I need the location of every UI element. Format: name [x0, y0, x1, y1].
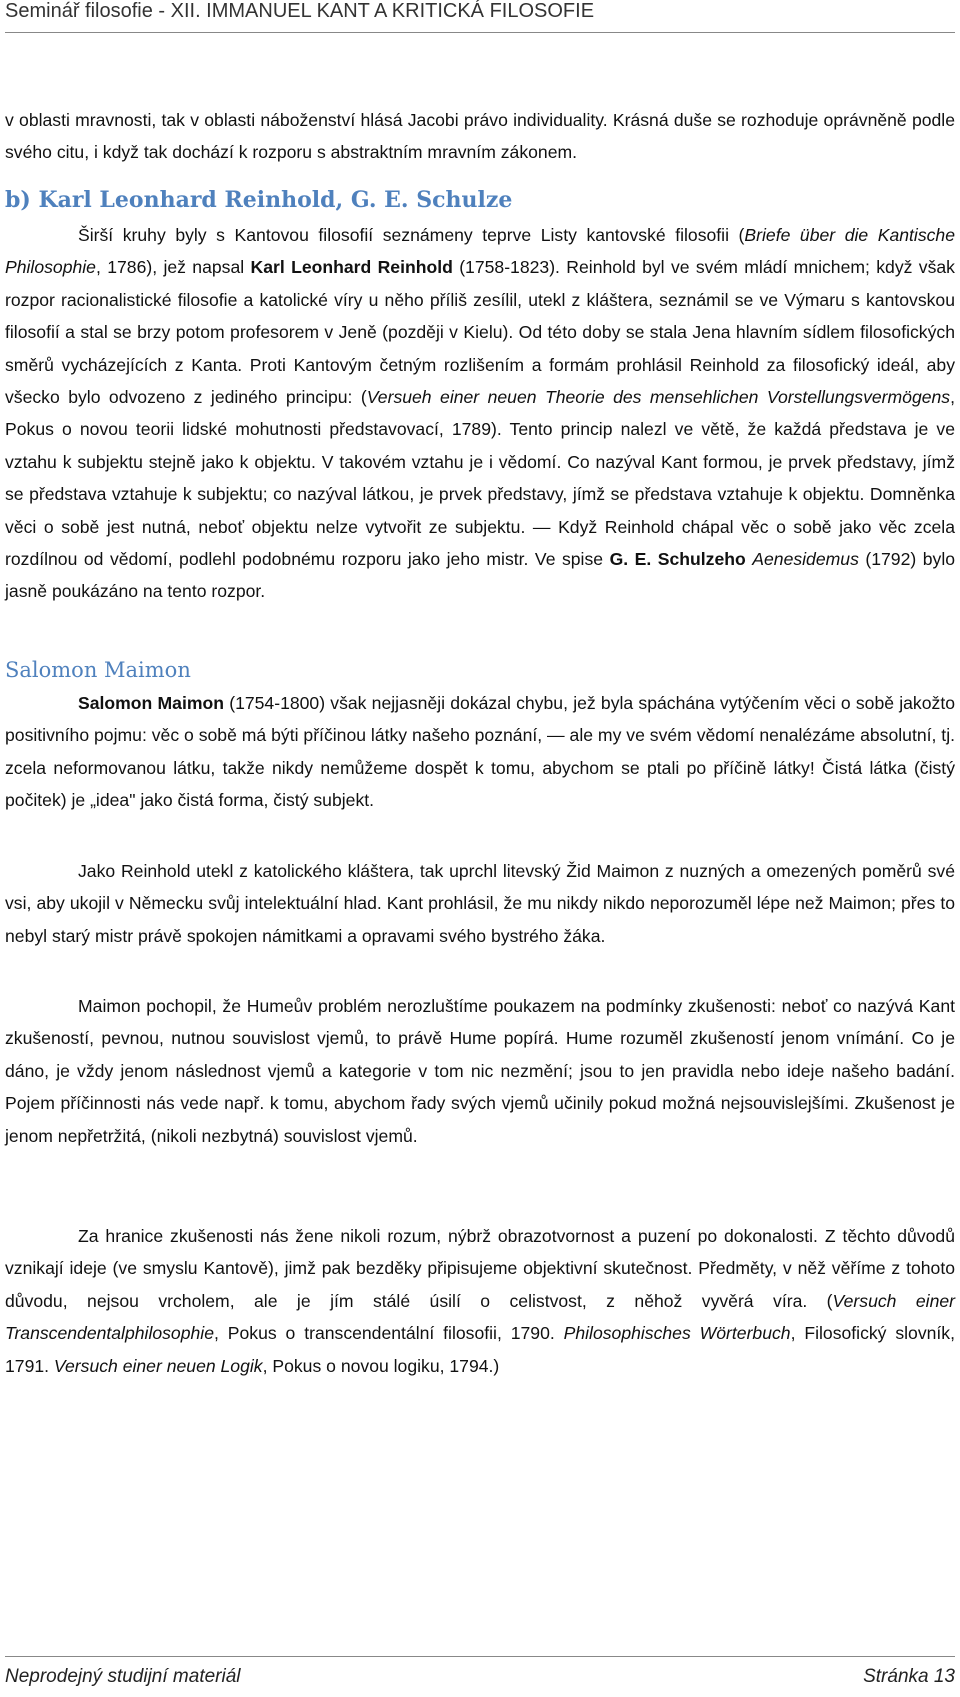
intro-paragraph	[5, 104, 955, 169]
header-divider	[5, 32, 955, 33]
reinhold-section	[5, 219, 955, 608]
maimon-paragraph-2: Jako Reinhold utekl z katolického kláštera, tak uprchl litevský Žid Maimon z nuzných a omezených poměrů své vsi, aby ukojil v Německu svůj intelektuální hlad. Kant prohlásil, že mu nikdy nikdo neporozuměl lépe než Maimon; přes to nebyl starý mistr právě spokojen námitkami a opravami svého bystrého žáka.	[5, 861, 955, 946]
section-heading-reinhold: b) Karl Leonhard Reinhold, G. E. Schulze	[5, 187, 513, 213]
section-heading-maimon: Salomon Maimon	[5, 658, 191, 682]
footer-divider	[5, 1656, 955, 1657]
footer-note: Neprodejný studijní materiál	[5, 1666, 241, 1687]
reinhold-paragraph: Širší kruhy byly s Kantovou filosofií seznámeny teprve Listy kantovské filosofii (Briefe über die Kantische Philosophie, 1786), jež napsal Karl Leonhard Reinhold (1758-1823). Reinhold byl ve svém mládí mnichem; když však rozpor racionalistické filosofie a katolické víry u něho příliš zesílil, utekl z kláštera, seznámil se ve Výmaru s kantovskou filosofií a stal se brzy potom profesorem v Jeně (později v Kielu). Od této doby se stala Jena hlavním sídlem filosofických směrů vycházejících z Kanta. Proti Kantovým četným rozlišením a formám prohlásil Reinhold za filosofický ideál, aby všecko bylo odvozeno z jediného principu: (Versueh einer neuen Theorie des mensehlichen Vorstellungsvermögens, Pokus o novou teorii lidské mohutnosti představovací, 1789). Tento princip nalezl ve větě, že každá představa je ve vztahu k subjektu stejně jako k objektu. V takovém vztahu je i vědomí. Co nazýval Kant formou, je prvek představy, jímž se představa vztahuje k subjektu; co nazýval látkou, je prvek představy, jímž se představa vztahuje k objektu. Domněnka věci o sobě jest nutná, neboť objektu nelze vytvořit ze subjektu. — Když Reinhold chápal věc o sobě jako věc zcela rozdílnou od vědomí, podlehl podobnému rozporu jako jeho mistr. Ve spise G. E. Schulzeho Aenesidemus (1792) bylo jasně poukázáno na tento rozpor.	[5, 225, 956, 602]
maimon-paragraph-3: Maimon pochopil, že Humeův problém nerozluštíme poukazem na podmínky zkušenosti: neboť co nazývá Kant zkušeností, pevnou, nutnou souvislost vjemů, to právě Hume popírá. Hume rozuměl zkušeností jenom vnímání. Co je dáno, je vždy jenom následnost vjemů a kategorie v tom nic nezmění; jsou to jen pravidla nebo ideje našeho badání. Pojem příčinnosti nás vede např. k tomu, abychom řady svých vjemů učinily pokud možná nejsouvislejšími. Zkušenost je jenom nepřetržitá, (nikoli nezbytná) souvislost vjemů.	[5, 996, 955, 1146]
maimon-paragraph-1: Salomon Maimon (1754-1800) však nejjasněji dokázal chybu, jež byla spáchána vytýčením věci o sobě jakožto positivního pojmu: věc o sobě má býti příčinou látky našeho poznání, — ale my ve svém vědomí nenalézáme absolutní, tj. zcela neformovanou látku, takže nikdy nemůžeme dospět k tomu, abychom se ptali po příčině látky! Čistá látka (čistý počitek) je „idea" jako čistá forma, čistý subjekt.	[5, 693, 955, 811]
page-number: Stránka 13	[863, 1666, 955, 1687]
intro-text: v oblasti mravnosti, tak v oblasti náboženství hlásá Jacobi právo individuality. Krásná duše se rozhoduje oprávněně podle svého citu, i když tak dochází k rozporu s abstraktním mravním zákonem.	[5, 110, 955, 163]
maimon-paragraph-4: Za hranice zkušenosti nás žene nikoli rozum, nýbrž obrazotvornost a puzení po dokonalosti. Z těchto důvodů vznikají ideje (ve smyslu Kantově), jimž pak bezděky připisujeme objektivní skutečnost. Předměty, v něž věříme z tohoto důvodu, nejsou vrcholem, ale je jím stálé úsilí o celistvost, z něhož vyvěrá víra. (Versuch einer Transcendentalphilosophie, Pokus o transcendentální filosofii, 1790. Philosophisches Wörterbuch, Filosofický slovník, 1791. Versuch einer neuen Logik, Pokus o novou logiku, 1794.)	[5, 1226, 955, 1376]
running-header: Seminář filosofie - XII. IMMANUEL KANT A KRITICKÁ FILOSOFIE	[5, 0, 595, 22]
